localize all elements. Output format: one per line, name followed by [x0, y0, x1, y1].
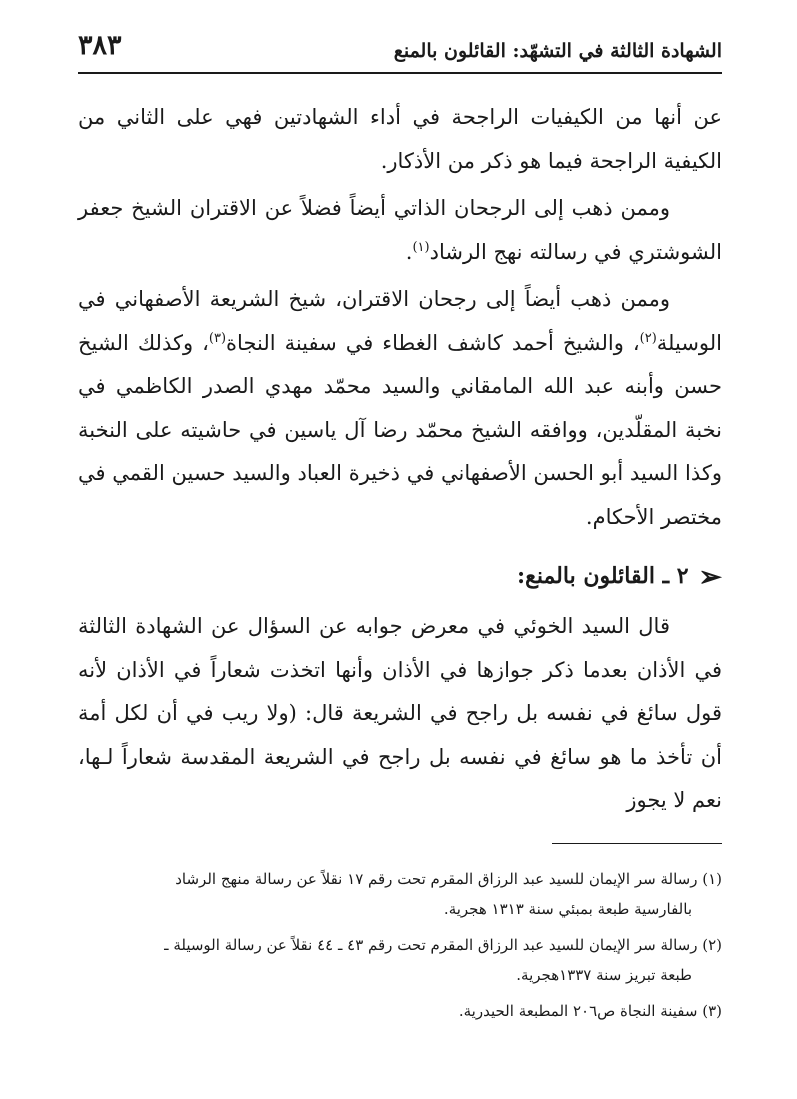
body-text: [78, 96, 722, 823]
paragraph-3-text-a: وممن ذهب أيضاً إلى رجحان الاقتران، شيخ الشريعة الأصفهاني في الوسيلة: [78, 287, 722, 355]
book-page: [78, 22, 722, 1032]
footnote-ref-1[interactable]: (١): [412, 239, 430, 255]
page-number: ٣٨٣: [78, 30, 122, 61]
paragraph-2-end: .: [405, 239, 413, 264]
section-heading: [78, 555, 722, 599]
footnote-divider: [552, 843, 722, 844]
footnote-2-line-1: (٢) رسالة سر الإيمان للسيد عبد الرزاق المقرم تحت رقم ٤٣ ـ ٤٤ نقلاً عن رسالة الوسيلة ـ: [164, 935, 722, 954]
paragraph-2-text: وممن ذهب إلى الرجحان الذاتي أيضاً فضلاً عن الاقتران الشيخ جعفر الشوشتري في رسالته نهج الرشاد: [78, 196, 722, 264]
footnote-3: (٣) سفينة النجاة ص٢٠٦ المطبعة الحيدرية.: [458, 1001, 722, 1020]
footnote-2-line-2: طبعة تبريز سنة ١٣٣٧هجرية.: [516, 965, 692, 984]
paragraph-2: [78, 187, 722, 274]
paragraph-3-text-c: ، وكذلك الشيخ حسن وأبنه عبد الله المامقاني والسيد محمّد مهدي الصدر الكاظمي في نخبة المقلّدين، ووافقه الشيخ محمّد رضا آل ياسين في حاشيته على النخبة وكذا السيد أبو الحسن الأصفهاني في ذخيرة العباد والسيد حسين القمي في مختصر الأحكام.: [78, 330, 722, 529]
paragraph-3-text-b: ، والشيخ أحمد كاشف الغطاء في سفينة النجاة: [226, 330, 640, 355]
footnote-ref-3[interactable]: (٣): [208, 330, 227, 346]
arrow-icon: ➢: [698, 560, 722, 593]
footnote-ref-2[interactable]: (٢): [639, 330, 657, 346]
paragraph-3: [78, 278, 722, 539]
footnotes: [78, 864, 722, 1026]
running-header: [78, 22, 722, 74]
paragraph-4: قال السيد الخوئي في معرض جوابه عن السؤال عن الشهادة الثالثة في الأذان بعدما ذكر جوازها في الأذان وأنها اتخذت شعاراً في الأذان لأنه قول سائغ في نفسه بل راجح في الشريعة قال: (ولا ريب في أن لكل أمة أن تأخذ ما هو سائغ في نفسه بل راجح في الشريعة المقدسة شعاراً لـها، نعم لا يجوز: [78, 614, 722, 812]
footnote-1: [78, 864, 722, 924]
paragraph-1: عن أنها من الكيفيات الراجحة في أداء الشهادتين فهي على الثاني من الكيفية الراجحة فيما هو ذكر من الأذكار.: [78, 105, 722, 173]
header-title: الشهادة الثالثة في التشهّد: القائلون بالمنع: [393, 40, 722, 62]
section-title: ٢ ـ القائلون بالمنع:: [516, 563, 689, 590]
footnote-1-line-2: بالفارسية طبعة بمبئي سنة ١٣١٣ هجرية.: [443, 899, 692, 918]
footnote-1-line-1: (١) رسالة سر الإيمان للسيد عبد الرزاق المقرم تحت رقم ١٧ نقلاً عن رسالة منهج الرشاد: [175, 869, 722, 888]
footnote-2: [78, 930, 722, 990]
